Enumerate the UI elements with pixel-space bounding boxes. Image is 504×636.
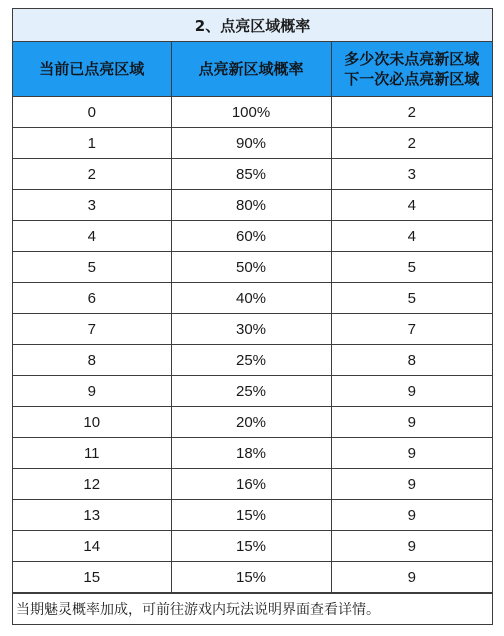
cell-pity: 2 xyxy=(331,128,492,159)
cell-prob: 25% xyxy=(171,345,331,376)
cell-prob: 50% xyxy=(171,252,331,283)
table-row xyxy=(13,500,492,531)
cell-prob: 30% xyxy=(171,314,331,345)
header-pity-line1: 多少次未点亮新区域 xyxy=(344,50,480,68)
cell-prob: 15% xyxy=(171,531,331,562)
cell-lit: 2 xyxy=(13,159,171,190)
cell-lit: 14 xyxy=(13,531,171,562)
cell-lit: 8 xyxy=(13,345,171,376)
cell-lit: 7 xyxy=(13,314,171,345)
cell-pity: 8 xyxy=(331,345,492,376)
cell-prob: 100% xyxy=(171,97,331,128)
cell-lit: 0 xyxy=(13,97,171,128)
cell-lit: 3 xyxy=(13,190,171,221)
cell-prob: 40% xyxy=(171,283,331,314)
table-row xyxy=(13,159,492,190)
table-row xyxy=(13,376,492,407)
table-row xyxy=(13,221,492,252)
cell-lit: 11 xyxy=(13,438,171,469)
table-row xyxy=(13,469,492,500)
cell-pity: 7 xyxy=(331,314,492,345)
cell-lit: 9 xyxy=(13,376,171,407)
cell-pity: 9 xyxy=(331,562,492,593)
cell-pity: 9 xyxy=(331,376,492,407)
cell-lit: 12 xyxy=(13,469,171,500)
cell-pity: 9 xyxy=(331,407,492,438)
table-header-row xyxy=(13,42,492,97)
header-lit-regions: 当前已点亮区域 xyxy=(13,42,171,97)
cell-pity: 9 xyxy=(331,500,492,531)
table-row xyxy=(13,562,492,593)
cell-prob: 60% xyxy=(171,221,331,252)
probability-table xyxy=(13,42,492,593)
cell-pity: 2 xyxy=(331,97,492,128)
cell-lit: 10 xyxy=(13,407,171,438)
cell-prob: 90% xyxy=(171,128,331,159)
table-row xyxy=(13,128,492,159)
table-title: 2、点亮区域概率 xyxy=(13,9,492,42)
cell-lit: 13 xyxy=(13,500,171,531)
cell-pity: 5 xyxy=(331,252,492,283)
cell-prob: 15% xyxy=(171,500,331,531)
cell-pity: 5 xyxy=(331,283,492,314)
table-row xyxy=(13,531,492,562)
cell-prob: 80% xyxy=(171,190,331,221)
table-row xyxy=(13,97,492,128)
cell-prob: 18% xyxy=(171,438,331,469)
cell-prob: 20% xyxy=(171,407,331,438)
cell-lit: 5 xyxy=(13,252,171,283)
cell-pity: 4 xyxy=(331,190,492,221)
cell-prob: 15% xyxy=(171,562,331,593)
table-row xyxy=(13,345,492,376)
header-pity-count xyxy=(331,42,492,97)
table-row xyxy=(13,407,492,438)
header-new-region-probability: 点亮新区域概率 xyxy=(171,42,331,97)
header-pity-line2: 下一次必点亮新区域 xyxy=(344,70,480,88)
table-row xyxy=(13,252,492,283)
table-row xyxy=(13,190,492,221)
probability-table-panel xyxy=(12,8,493,625)
cell-pity: 9 xyxy=(331,531,492,562)
cell-pity: 9 xyxy=(331,469,492,500)
cell-pity: 3 xyxy=(331,159,492,190)
cell-pity: 9 xyxy=(331,438,492,469)
table-row xyxy=(13,283,492,314)
cell-pity: 4 xyxy=(331,221,492,252)
cell-prob: 85% xyxy=(171,159,331,190)
footnote: 当期魅灵概率加成，可前往游戏内玩法说明界面查看详情。 xyxy=(13,593,492,624)
cell-lit: 6 xyxy=(13,283,171,314)
table-row xyxy=(13,438,492,469)
cell-lit: 1 xyxy=(13,128,171,159)
cell-prob: 25% xyxy=(171,376,331,407)
cell-lit: 4 xyxy=(13,221,171,252)
cell-lit: 15 xyxy=(13,562,171,593)
table-row xyxy=(13,314,492,345)
cell-prob: 16% xyxy=(171,469,331,500)
